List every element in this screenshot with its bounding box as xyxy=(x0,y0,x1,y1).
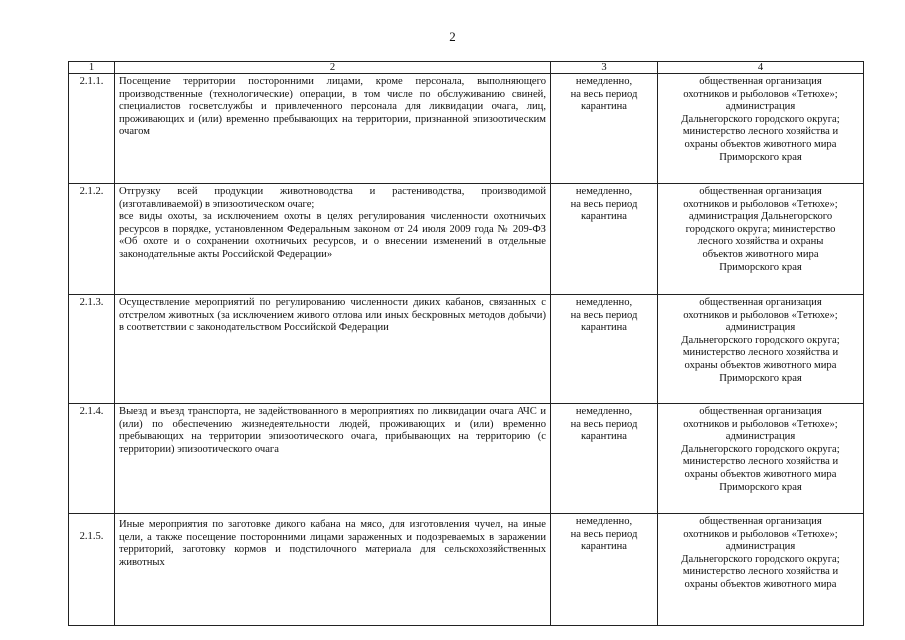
table-row xyxy=(69,514,864,626)
responsible-line: охотников и рыболовов «Тетюхе»; xyxy=(683,418,838,430)
column-header-4: 4 xyxy=(658,62,864,74)
measure-paragraph: Посещение территории посторонними лицами, кроме персонала, выполняющего производственные (технологические) операции, в том числе по обслуживанию свиней, специалистов госветслужбы и привлеченного персонала для ликвидации очага, лиц, проживающих и (или) временно пребывающих на территории, признанной эпизоотическим очагом xyxy=(119,76,546,138)
responsible-line: объектов животного мира xyxy=(702,248,819,260)
measure-paragraph: Отгрузку всей продукции животноводства и растениводства, производимой (изготавливаемой) в эпизоотическом очаге; xyxy=(119,186,546,210)
term-line: карантина xyxy=(580,211,628,223)
responsible-line: общественная организация xyxy=(699,186,822,197)
term-line: карантина xyxy=(580,322,628,334)
responsible-line: администрация xyxy=(725,322,796,334)
page-number: 2 xyxy=(449,29,456,44)
responsible-line: Дальнегорского городского округа; xyxy=(681,334,840,346)
term-cell xyxy=(551,74,658,184)
row-number: 2.1.1. xyxy=(69,74,115,184)
measure-text xyxy=(115,74,551,184)
term-line: на весь период xyxy=(570,88,638,100)
quarantine-measures-table xyxy=(68,61,864,626)
row-number: 2.1.4. xyxy=(69,404,115,514)
responsible-line: администрация Дальнегорского xyxy=(688,211,833,223)
table-row xyxy=(69,404,864,514)
responsible-line: министерство лесного хозяйства и xyxy=(682,347,839,359)
measure-text xyxy=(115,184,551,295)
responsible-line: охотников и рыболовов «Тетюхе»; xyxy=(683,528,838,540)
responsible-line: охотников и рыболовов «Тетюхе»; xyxy=(683,88,838,100)
term-cell xyxy=(551,514,658,626)
table-header-row xyxy=(69,62,864,74)
row-number: 2.1.2. xyxy=(69,184,115,295)
responsible-line: городского округа; министерство xyxy=(685,223,836,235)
column-header-2: 2 xyxy=(115,62,551,74)
row-number: 2.1.3. xyxy=(69,295,115,404)
responsible-line: охраны объектов животного мира xyxy=(684,359,837,371)
term-line: на весь период xyxy=(570,528,638,540)
measure-paragraph: Осуществление мероприятий по регулированию численности диких кабанов, связанных с отстрелом животных (за исключением живого отлова или иных бескровных методов добычи) в соответствии с законодательством Российской Федерации xyxy=(119,297,546,334)
responsible-line: министерство лесного хозяйства и xyxy=(682,456,839,468)
responsible-line: охраны объектов животного мира xyxy=(684,578,837,590)
row-number: 2.1.5. xyxy=(69,514,115,626)
term-line: карантина xyxy=(580,431,628,443)
responsible-line: администрация xyxy=(725,541,796,553)
responsible-line: лесного хозяйства и охраны xyxy=(697,236,824,248)
responsible-line: администрация xyxy=(725,431,796,443)
responsible-line: охотников и рыболовов «Тетюхе»; xyxy=(683,198,838,210)
responsible-cell xyxy=(658,295,864,404)
responsible-line: охотников и рыболовов «Тетюхе»; xyxy=(683,309,838,321)
responsible-cell xyxy=(658,514,864,626)
responsible-cell xyxy=(658,404,864,514)
responsible-line: Дальнегорского городского округа; xyxy=(681,113,840,125)
table-row xyxy=(69,74,864,184)
responsible-line: Приморского края xyxy=(719,372,802,384)
responsible-line: общественная организация xyxy=(699,76,822,87)
measure-paragraph: все виды охоты, за исключением охоты в целях регулирования численности охотничьих ресурсов в порядке, установленном Федеральным законом от 24 июля 2009 года № 209-ФЗ «Об охоте и о сохранении охотничьих ресурсов, и о внесении изменений в отдельные законодательные акты Российской Федерации» xyxy=(119,211,546,260)
column-header-3: 3 xyxy=(551,62,658,74)
responsible-line: общественная организация xyxy=(699,406,822,417)
measure-paragraph: Выезд и въезд транспорта, не задействованного в мероприятиях по ликвидации очага АЧС и (или) по обеспечению жизнедеятельности людей, проживающих и (или) временно пребывающих на территории эпизоотического очага, прибывающих на территорию (с территории) эпизоотического очага xyxy=(119,406,546,455)
measure-text xyxy=(115,404,551,514)
responsible-line: охраны объектов животного мира xyxy=(684,468,837,480)
table-row xyxy=(69,184,864,295)
term-cell xyxy=(551,295,658,404)
responsible-line: министерство лесного хозяйства и xyxy=(682,566,839,578)
term-line: немедленно, xyxy=(575,297,633,308)
term-line: немедленно, xyxy=(575,186,633,197)
term-line: немедленно, xyxy=(575,516,633,527)
responsible-line: Дальнегорского городского округа; xyxy=(681,553,840,565)
responsible-line: Дальнегорского городского округа; xyxy=(681,443,840,455)
term-line: на весь период xyxy=(570,198,638,210)
term-line: карантина xyxy=(580,101,628,113)
measure-paragraph: Иные мероприятия по заготовке дикого кабана на мясо, для изготовления чучел, на иные цели, а также посещение посторонними лицами зараженных и подозреваемых в заражении территорий, заготовку кормов и подстилочного материала для сельскохозяйственных животных xyxy=(119,519,546,568)
responsible-line: общественная организация xyxy=(699,516,822,527)
term-line: на весь период xyxy=(570,418,638,430)
responsible-line: министерство лесного хозяйства и xyxy=(682,126,839,138)
responsible-line: Приморского края xyxy=(719,481,802,493)
table-row xyxy=(69,295,864,404)
term-line: на весь период xyxy=(570,309,638,321)
responsible-line: Приморского края xyxy=(719,261,802,273)
term-line: немедленно, xyxy=(575,76,633,87)
responsible-line: общественная организация xyxy=(699,297,822,308)
term-cell xyxy=(551,404,658,514)
term-line: немедленно, xyxy=(575,406,633,417)
responsible-line: охраны объектов животного мира xyxy=(684,138,837,150)
responsible-line: Приморского края xyxy=(719,151,802,163)
responsible-cell xyxy=(658,184,864,295)
measure-text xyxy=(115,514,551,626)
column-header-1: 1 xyxy=(69,62,115,74)
term-line: карантина xyxy=(580,541,628,553)
responsible-line: администрация xyxy=(725,101,796,113)
term-cell xyxy=(551,184,658,295)
measure-text xyxy=(115,295,551,404)
responsible-cell xyxy=(658,74,864,184)
